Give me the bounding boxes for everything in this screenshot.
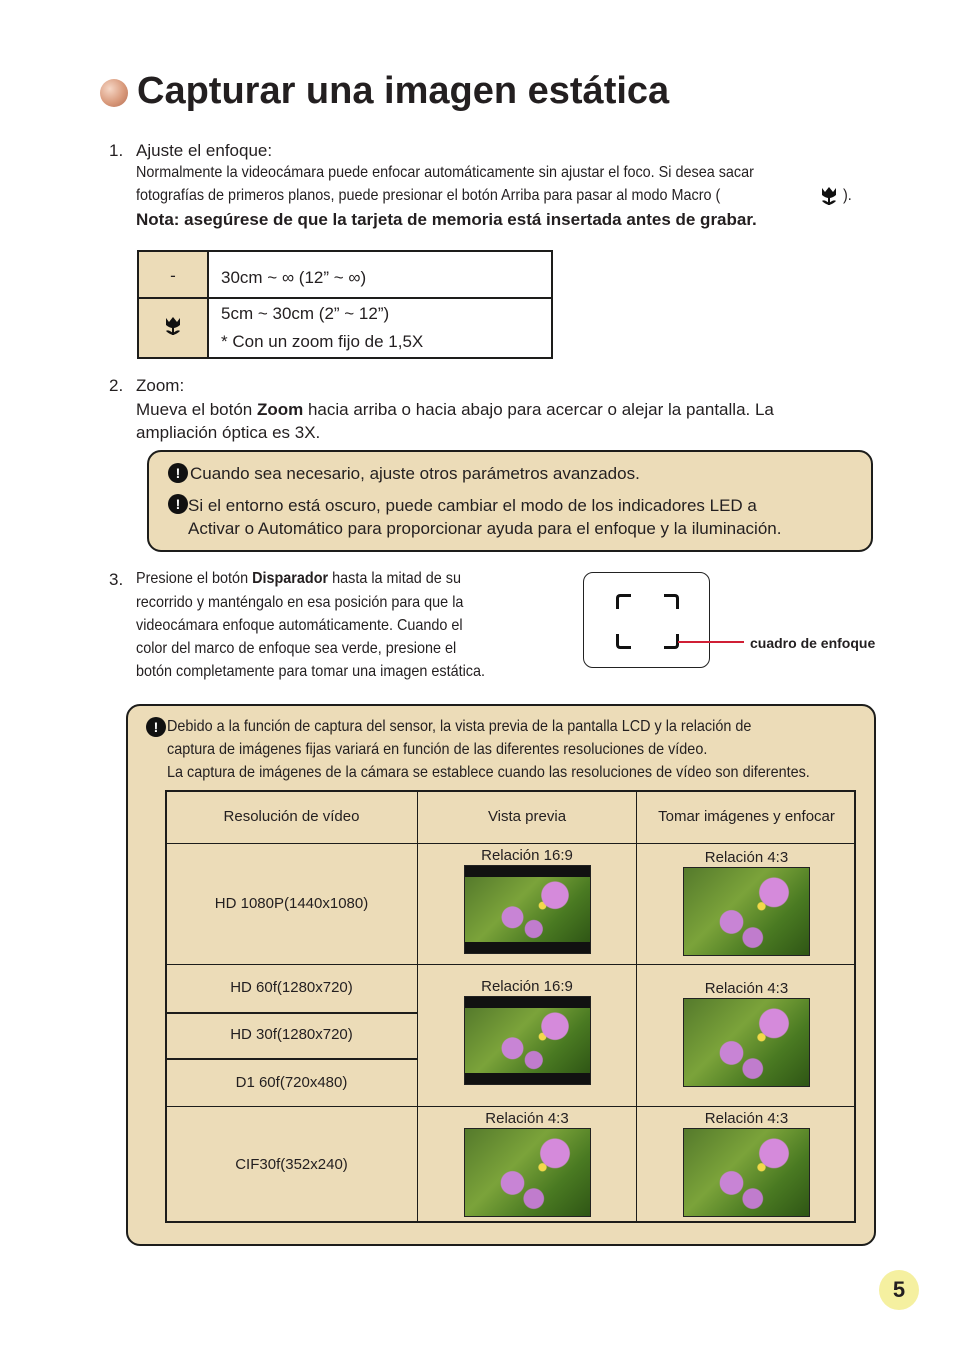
- macro-range-cell: [208, 298, 552, 358]
- tips-2-line-1: Debido a la función de captura del sensor, la vista previa de la pantalla LCD y la relación de: [167, 718, 752, 735]
- table-divider: [165, 843, 856, 844]
- resolution-hd60f: HD 60f(1280x720): [230, 979, 353, 996]
- macro-mode-cell: [138, 298, 208, 358]
- resolution-cif30f: CIF30f(352x240): [235, 1156, 348, 1173]
- preview-thumbnail-16-9: [464, 996, 591, 1085]
- table-divider: [165, 1106, 856, 1107]
- preview-thumbnail-4-3: [464, 1128, 591, 1217]
- step-1-line-2a: fotografías de primeros planos, puede presionar el botón Arriba para pasar al modo Macro (: [136, 187, 721, 204]
- capture-thumbnail-4-3: [683, 867, 810, 956]
- header-capture: Tomar imágenes y enfocar: [658, 808, 835, 825]
- step-2-line-2: ampliación óptica es 3X.: [136, 423, 321, 442]
- normal-mode-cell: [138, 251, 208, 298]
- page-number: 5: [879, 1270, 919, 1310]
- macro-range-table: [137, 250, 553, 359]
- table-divider: [165, 1058, 418, 1060]
- step-3-line-1: [136, 570, 461, 588]
- capture-ratio-3: Relación 4:3: [704, 1110, 789, 1127]
- step-2-line-1c: hacia arriba o hacia abajo para acercar o alejar la pantalla. La: [303, 400, 774, 419]
- preview-thumbnail-16-9: [464, 865, 591, 954]
- step-3-line-3: videocámara enfoque automáticamente. Cuando el: [136, 617, 463, 634]
- header-preview: Vista previa: [487, 808, 567, 825]
- tip-2-line-2: Activar o Automático para proporcionar ayuda para el enfoque y la iluminación.: [188, 519, 782, 538]
- normal-range-text: 30cm ~ ∞ (12” ~ ∞): [221, 268, 367, 287]
- macro-range-text: 5cm ~ 30cm (2” ~ 12”): [221, 304, 390, 323]
- step-1-line-1: Normalmente la videocámara puede enfocar automáticamente sin ajustar el foco. Si desea sacar: [136, 164, 754, 181]
- preview-ratio-3: Relación 4:3: [485, 1110, 569, 1127]
- focus-callout-line: [678, 641, 744, 643]
- step-3-line-5: botón completamente para tomar una imagen estática.: [136, 663, 486, 680]
- warning-icon: !: [168, 494, 188, 514]
- step-1-number: 1.: [109, 141, 124, 160]
- step-3-line-1a: Presione el botón: [136, 570, 253, 587]
- step-3-line-4: color del marco de enfoque sea verde, presione el: [136, 640, 457, 657]
- focus-corner-top-right: [664, 594, 679, 609]
- focus-corner-top-left: [616, 594, 631, 609]
- step-2-line-1a: Mueva el botón: [136, 400, 257, 419]
- resolution-hd1080p: HD 1080P(1440x1080): [214, 895, 369, 912]
- table-divider: [165, 964, 856, 965]
- step-1-heading: Ajuste el enfoque:: [136, 141, 273, 160]
- macro-tulip-icon: [819, 185, 839, 207]
- capture-thumbnail-4-3: [683, 1128, 810, 1217]
- step-3-line-1c: hasta la mitad de su: [328, 570, 461, 587]
- header-resolution: Resolución de vídeo: [223, 808, 360, 825]
- warning-icon: !: [146, 717, 166, 737]
- macro-tulip-icon: [163, 315, 183, 337]
- step-2-line-1: [136, 398, 774, 421]
- tips-2-line-3: La captura de imágenes de la cámara se establece cuando las resoluciones de vídeo son diferentes.: [167, 764, 810, 781]
- resolution-d1-60f: D1 60f(720x480): [235, 1074, 348, 1091]
- step-3-number: 3.: [109, 570, 124, 589]
- table-divider: [165, 1012, 418, 1014]
- step-1-line-2b: ).: [843, 187, 852, 204]
- normal-mode-symbol: -: [170, 266, 176, 285]
- step-3-line-2: recorrido y manténgalo en esa posición para que la: [136, 594, 464, 611]
- capture-ratio-1: Relación 4:3: [704, 849, 789, 866]
- focus-corner-bottom-right: [664, 634, 679, 649]
- step-1-note: Nota: asegúrese de que la tarjeta de memoria está insertada antes de grabar.: [136, 210, 757, 229]
- focus-frame-label: cuadro de enfoque: [750, 635, 876, 651]
- normal-range-cell: [208, 251, 552, 298]
- tip-1: Cuando sea necesario, ajuste otros parámetros avanzados.: [190, 464, 640, 483]
- tip-2-line-1: Si el entorno está oscuro, puede cambiar el modo de los indicadores LED a: [188, 496, 757, 515]
- shutter-button-name: Disparador: [252, 570, 329, 587]
- focus-corner-bottom-left: [616, 634, 631, 649]
- resolution-hd30f: HD 30f(1280x720): [230, 1026, 353, 1043]
- preview-ratio-1: Relación 16:9: [481, 847, 573, 864]
- step-2-heading: Zoom:: [136, 376, 185, 395]
- capture-thumbnail-4-3: [683, 998, 810, 1087]
- step-1-line-2: [136, 187, 785, 205]
- macro-zoom-note: * Con un zoom fijo de 1,5X: [221, 332, 424, 351]
- tips-2-line-2: captura de imágenes fijas variará en función de las diferentes resoluciones de vídeo.: [167, 741, 708, 758]
- step-2-number: 2.: [109, 376, 124, 395]
- page-title: Capturar una imagen estática: [137, 70, 670, 112]
- preview-ratio-2: Relación 16:9: [481, 978, 573, 995]
- title-bullet-icon: [100, 79, 128, 107]
- warning-icon: !: [168, 463, 188, 483]
- zoom-button-name: Zoom: [256, 400, 304, 419]
- lcd-screen-illustration: [583, 572, 710, 668]
- capture-ratio-2: Relación 4:3: [704, 980, 789, 997]
